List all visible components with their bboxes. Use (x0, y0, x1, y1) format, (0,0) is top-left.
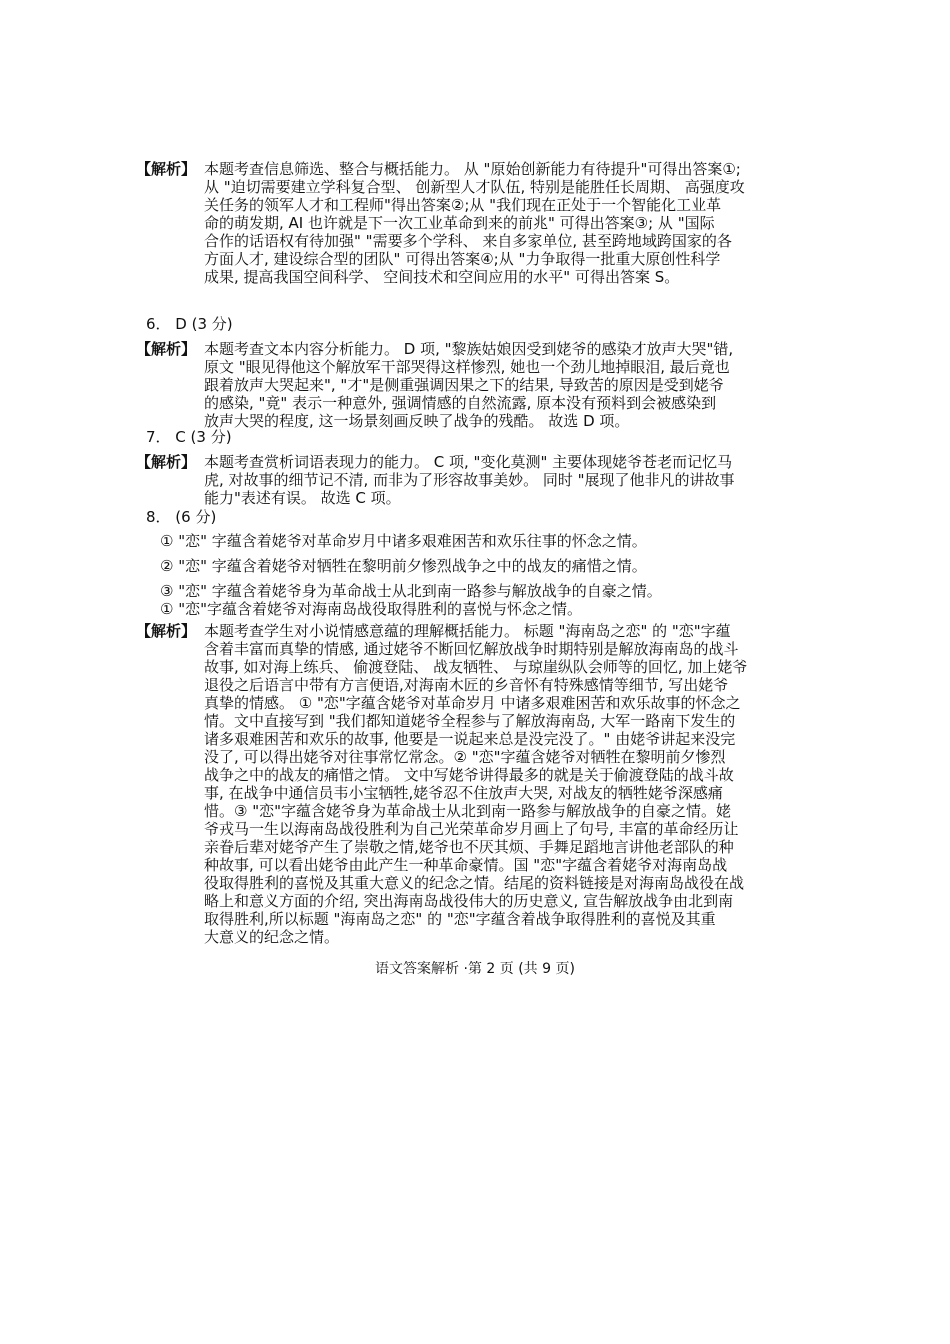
analysis-line: 事, 在战争中通信员韦小宝牺牲,姥爷忍不住放声大哭, 对战友的牺牲姥爷深感痛 (204, 784, 723, 802)
analysis-line: 役取得胜利的喜悦及其重大意义的纪念之情。结尾的资料链接是对海南岛战役在战 (204, 874, 745, 892)
analysis-text (204, 340, 816, 430)
analysis-line: 跟着放声大哭起来", "才"是侧重强调因果之下的结果, 导致苦的原因是受到姥爷 (204, 376, 724, 394)
analysis-line: 诸多艰难困苦和欢乐的故事, 他要是一说起来总是没完没了。" 由姥爷讲起来没完 (204, 730, 736, 748)
analysis-line: 本题考查信息筛选、整合与概括能力。 从 "原始创新能力有待提升"可得出答案①; (204, 160, 741, 178)
analysis-line: 原文 "眼见得他这个解放军干部哭得这样惨烈, 她也一个劲儿地掉眼泪, 最后竟也 (204, 358, 730, 376)
analysis-block-q8 (136, 622, 816, 946)
analysis-line: 大意义的纪念之情。 (204, 928, 340, 946)
analysis-text (204, 622, 816, 946)
analysis-line: 虎, 对故事的细节记不清, 而非为了形容故事美妙。 同时 "展现了他非凡的讲故事 (204, 471, 735, 489)
analysis-line: 没了, 可以得出姥爷对往事常忆常念。② "恋"字蕴含姥爷对牺牲在黎明前夕惨烈 (204, 748, 726, 766)
analysis-line: 惜。③ "恋"字蕴含姥爷身为革命战士从北到南一路参与解放战争的自豪之情。姥 (204, 802, 732, 820)
analysis-line: 略上和意义方面的介绍, 突出海南岛战役伟大的历史意义, 宣告解放战争由北到南 (204, 892, 734, 910)
analysis-block-q5 (136, 160, 816, 286)
analysis-text (204, 453, 816, 507)
analysis-line: 本题考查赏析词语表现力的能力。 C 项, "变化莫测" 主要体现姥爷苍老而记忆马 (204, 453, 733, 471)
analysis-line: 的感染, "竟" 表示一种意外, 强调情感的自然流露, 原本没有预料到会被感染到 (204, 394, 717, 412)
analysis-text (204, 160, 816, 286)
analysis-line: 种故事, 可以看出姥爷由此产生一种革命豪情。国 "恋"字蕴含着姥爷对海南岛战 (204, 856, 728, 874)
analysis-line: 本题考查学生对小说情感意蕴的理解概括能力。 标题 "海南岛之恋" 的 "恋"字蕴 (204, 622, 731, 640)
answer-point: ① "恋"字蕴含着姥爷对海南岛战役取得胜利的喜悦与怀念之情。 (160, 600, 583, 618)
page-footer: 语文答案解析 ·第 2 页 (共 9 页) (375, 961, 575, 977)
analysis-label: 【解析】 (136, 622, 197, 640)
analysis-line: 成果, 提高我国空间科学、 空间技术和空间应用的水平" 可得出答案 S。 (204, 268, 680, 286)
analysis-line: 情。文中直接写到 "我们都知道姥爷全程参与了解放海南岛, 大军一路南下发生的 (204, 712, 736, 730)
analysis-line: 真挚的情感。 ① "恋"字蕴含姥爷对革命岁月 中诸多艰难困苦和欢乐故事的怀念之 (204, 694, 741, 712)
analysis-line: 取得胜利,所以标题 "海南岛之恋" 的 "恋"字蕴含着战争取得胜利的喜悦及其重 (204, 910, 716, 928)
answer-q7: 7． C (3 分) (146, 428, 232, 446)
analysis-line: 放声大哭的程度, 这一场景刻画反映了战争的残酷。 故选 D 项。 (204, 412, 630, 430)
analysis-line: 爷戎马一生以海南岛战役胜利为自己光荣革命岁月画上了句号, 丰富的革命经历让 (204, 820, 739, 838)
answer-q8: 8． (6 分) (146, 508, 217, 526)
analysis-label: 【解析】 (136, 340, 197, 358)
analysis-line: 方面人才, 建设综合型的团队" 可得出答案④;从 "力争取得一批重大原创性科学 (204, 250, 721, 268)
analysis-line: 合作的话语权有待加强" "需要多个学科、 来自多家单位, 甚至跨地域跨国家的各 (204, 232, 732, 250)
answer-point: ③ "恋" 字蕴含着姥爷身为革命战士从北到南一路参与解放战争的自豪之情。 (160, 582, 662, 600)
analysis-line: 从 "迫切需要建立学科复合型、 创新型人才队伍, 特别是能胜任长周期、 高强度攻 (204, 178, 745, 196)
analysis-line: 故事, 如对海上练兵、 偷渡登陆、 战友牺牲、 与琼崖纵队会师等的回忆, 加上姥爷 (204, 658, 748, 676)
analysis-label: 【解析】 (136, 453, 197, 471)
analysis-line: 退役之后语言中带有方言便语,对海南木匠的乡音怀有特殊感情等细节, 写出姥爷 (204, 676, 729, 694)
analysis-line: 含着丰富而真挚的情感, 通过姥爷不断回忆解放战争时期特别是解放海南岛的战斗 (204, 640, 739, 658)
analysis-block-q6 (136, 340, 816, 430)
answer-q6: 6． D (3 分) (146, 315, 233, 333)
analysis-label: 【解析】 (136, 160, 197, 178)
analysis-block-q7 (136, 453, 816, 507)
analysis-line: 能力"表述有误。 故选 C 项。 (204, 489, 401, 507)
analysis-line: 本题考查文本内容分析能力。 D 项, "黎族姑娘因受到姥爷的感染才放声大哭"错, (204, 340, 734, 358)
analysis-line: 关任务的领军人才和工程师"得出答案②;从 "我们现在正处于一个智能化工业革 (204, 196, 722, 214)
answer-point: ② "恋" 字蕴含着姥爷对牺牲在黎明前夕惨烈战争之中的战友的痛惜之情。 (160, 557, 647, 575)
answer-point: ① "恋" 字蕴含着姥爷对革命岁月中诸多艰难困苦和欢乐往事的怀念之情。 (160, 532, 647, 550)
analysis-line: 亲眷后辈对姥爷产生了崇敬之情,姥爷也不厌其烦、手舞足蹈地言讲他老部队的种 (204, 838, 734, 856)
analysis-line: 命的萌发期, AI 也许就是下一次工业革命到来的前兆" 可得出答案③; 从 "国际 (204, 214, 715, 232)
analysis-line: 战争之中的战友的痛惜之情。 文中写姥爷讲得最多的就是关于偷渡登陆的战斗故 (204, 766, 734, 784)
